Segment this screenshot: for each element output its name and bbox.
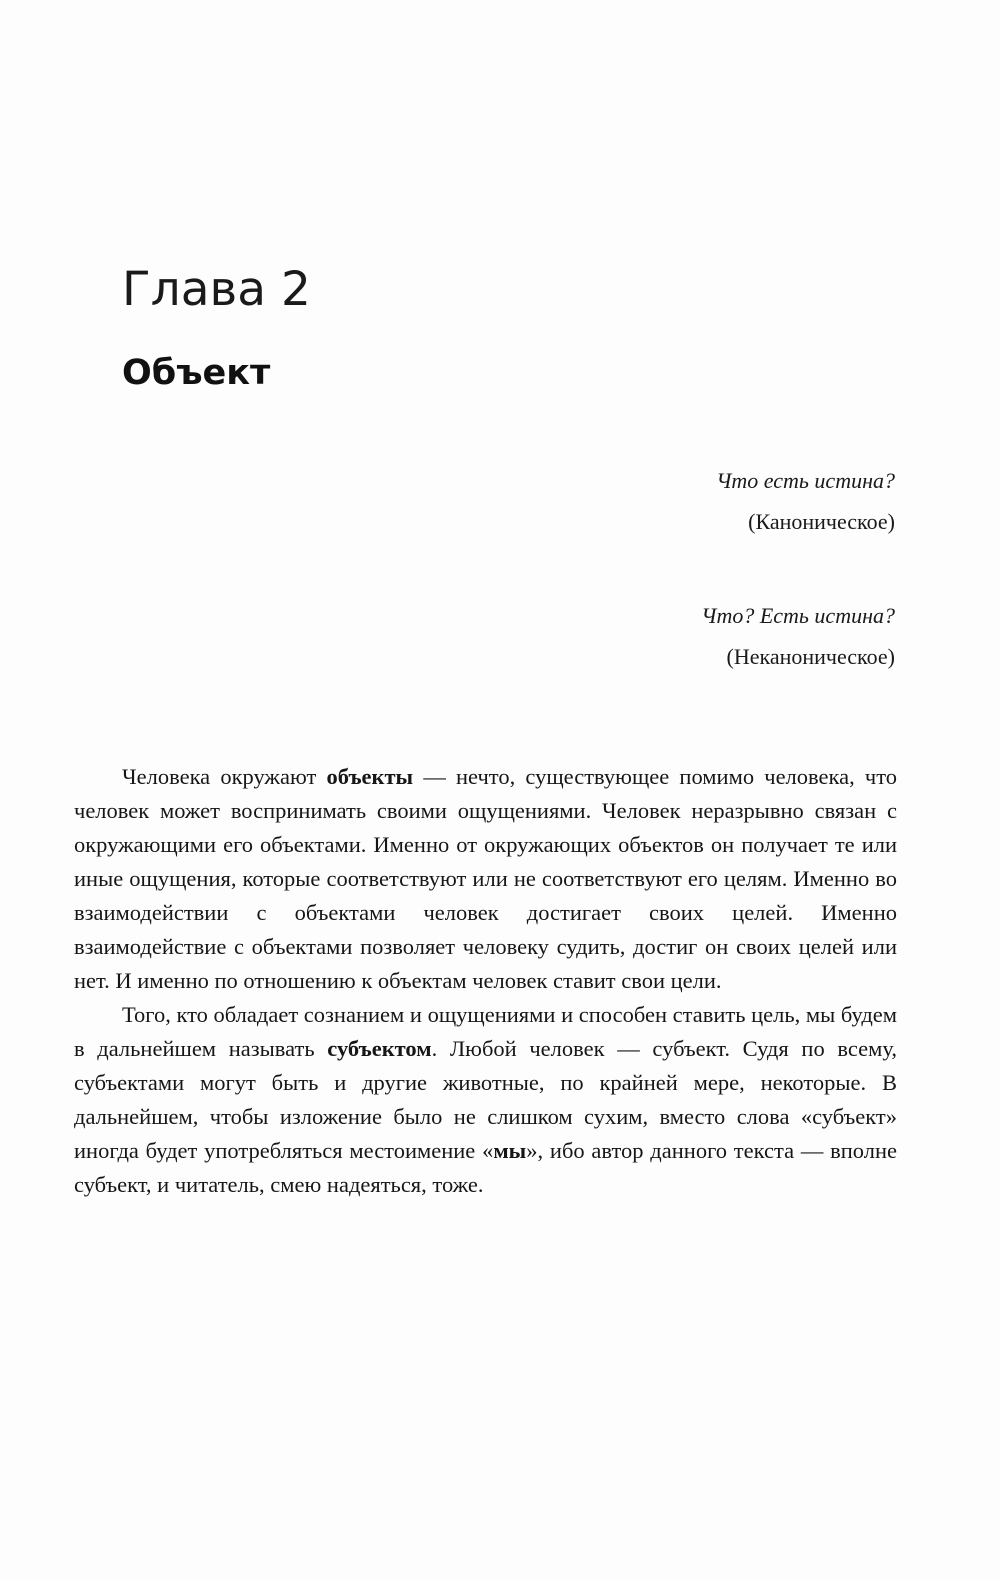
chapter-title: Объект [122,353,271,393]
bold-term: мы [493,1138,527,1163]
text-segment: Того, кто обладает сознанием и ощущениями и способен ставить цель, мы будем в дальнейшем называть [74,1002,897,1061]
epigraph-quote: Что есть истина? [716,468,895,493]
paragraph [74,760,897,998]
text-segment: — нечто, существующее помимо человека, что человек может воспринимать своими ощущениями. Человек неразрывно связан с окружающими его объектами. Именно от окружающих объектов он получает те или иные ощущения, которые соответствуют или не соответствуют его целям. Именно во взаимодействии с объектами человек достигает своих целей. Именно взаимодействие с объектами позволяет человеку судить, достиг он своих целей или нет. И именно по отношению к объектам человек ставит свои цели. [74,764,898,993]
chapter-label: Глава 2 [122,262,311,317]
text-segment: », ибо автор данного текста — вполне субъект, и читатель, смею надеяться, тоже. [74,1138,897,1197]
paragraph [74,998,897,1202]
body-text [74,760,897,1202]
bold-term: субъектом [327,1036,432,1061]
epigraph-quote: Что? Есть истина? [701,603,895,628]
epigraph-source: (Неканоническое) [726,644,895,669]
text-segment: . Любой человек — субъект. Судя по всему, субъектами могут быть и другие животные, по крайней мере, некоторые. В дальнейшем, чтобы изложение было не слишком сухим, вместо слова «субъект» иногда будет употребляться местоимение « [74,1036,897,1163]
bold-term: объекты [326,764,414,789]
epigraph-source: (Каноническое) [748,509,895,534]
text-segment: Человека окружают [122,764,327,789]
